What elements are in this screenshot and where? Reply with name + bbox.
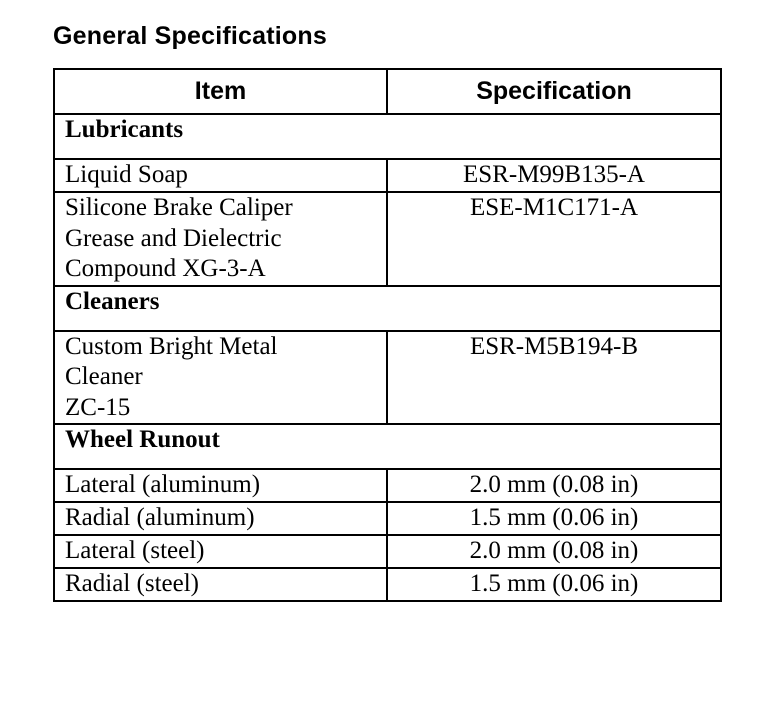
column-header-item: Item [54, 69, 387, 114]
spec-cell: ESR-M99B135-A [387, 159, 721, 192]
section-row-cleaners [54, 286, 721, 331]
section-label: Wheel Runout [54, 424, 721, 469]
table-row [54, 192, 721, 286]
table-row [54, 568, 721, 601]
section-label: Cleaners [54, 286, 721, 331]
table-row [54, 331, 721, 425]
spec-cell: ESE-M1C171-A [387, 192, 721, 286]
item-cell [54, 331, 387, 425]
spec-cell: 2.0 mm (0.08 in) [387, 469, 721, 502]
item-cell [54, 535, 387, 568]
table-row [54, 502, 721, 535]
item-line: ZC-15 [65, 393, 131, 421]
item-line: Radial (steel) [65, 570, 199, 597]
item-line: Compound XG-3-A [65, 255, 266, 282]
item-cell [54, 159, 387, 192]
spec-cell: ESR-M5B194-B [387, 331, 721, 425]
item-line: Cleaner [65, 363, 143, 390]
item-line: Custom Bright Metal [65, 332, 278, 360]
section-row-lubricants [54, 114, 721, 159]
table-row [54, 159, 721, 192]
item-line: Lateral (steel) [65, 537, 205, 564]
spec-cell: 1.5 mm (0.06 in) [387, 502, 721, 535]
item-line: Radial (aluminum) [65, 504, 255, 531]
table-row [54, 469, 721, 502]
item-cell [54, 192, 387, 286]
page-title: General Specifications [53, 22, 327, 50]
section-label: Lubricants [54, 114, 721, 159]
item-line: Lateral (aluminum) [65, 471, 261, 498]
specifications-table [53, 68, 722, 602]
item-line: Silicone Brake Caliper [65, 194, 293, 221]
item-cell [54, 568, 387, 601]
table-row [54, 535, 721, 568]
section-row-wheel-runout [54, 424, 721, 469]
table-header-row [54, 69, 721, 114]
column-header-specification: Specification [387, 69, 721, 114]
item-cell [54, 469, 387, 502]
spec-cell: 2.0 mm (0.08 in) [387, 535, 721, 568]
spec-cell: 1.5 mm (0.06 in) [387, 568, 721, 601]
item-line: Grease and Dielectric [65, 224, 282, 252]
item-line: Liquid Soap [65, 161, 188, 188]
item-cell [54, 502, 387, 535]
